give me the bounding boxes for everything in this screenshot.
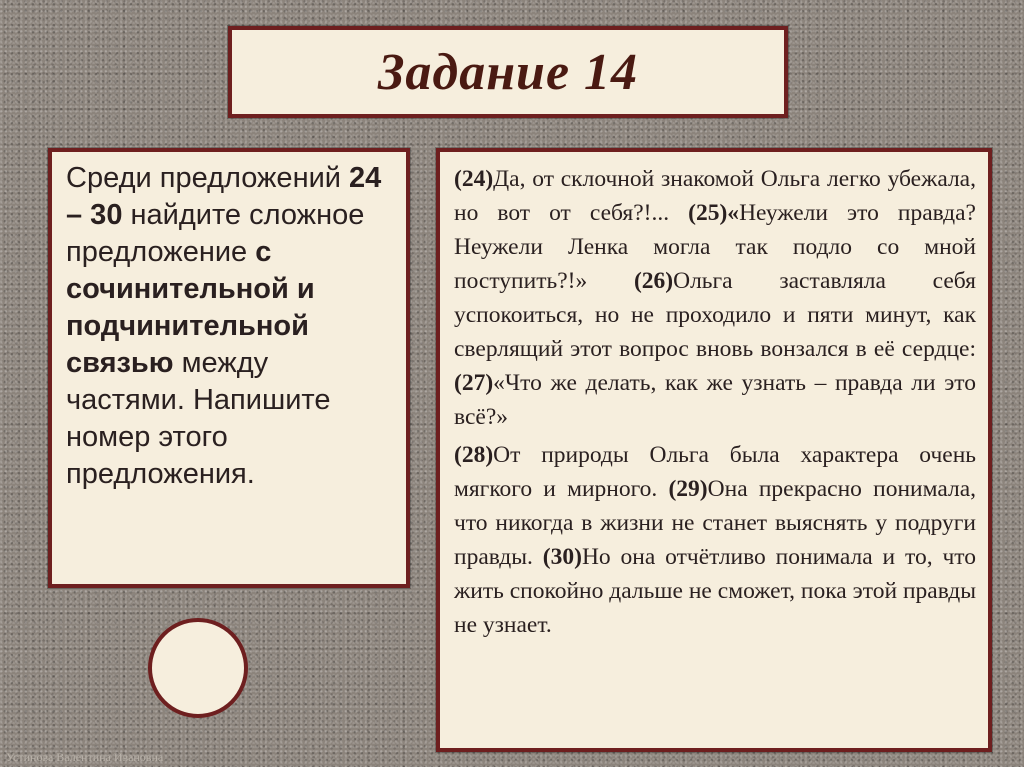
sentence-30: Но она отчётливо понимала и то, что жить спокойно дальше не сможет, пока этой правды не узнает. bbox=[454, 544, 976, 638]
task-range: 24 – 30 bbox=[66, 162, 382, 231]
slide-title: Задание 14 bbox=[377, 43, 639, 101]
sentence-number-24: (24) bbox=[454, 166, 494, 192]
decorative-circle bbox=[148, 618, 248, 718]
task-part-1: Среди предложений bbox=[66, 162, 350, 194]
task-emphasis: с сочинительной и подчинительной связью bbox=[66, 236, 315, 379]
sentence-number-29: (29) bbox=[668, 476, 708, 502]
sentence-29: Она прекрасно понимала, что никогда в жизни не станет выяснять у подруги правды. bbox=[454, 476, 976, 570]
sentence-number-25: (25)« bbox=[688, 200, 740, 226]
sentence-number-27: (27) bbox=[454, 370, 494, 396]
title-box bbox=[228, 26, 788, 118]
sentence-28: От природы Ольга была характера очень мягкого и мирного. bbox=[454, 442, 976, 502]
sentence-number-30: (30) bbox=[542, 544, 582, 570]
sentence-number-28: (28) bbox=[454, 442, 494, 468]
author-credit: Устинова Валентина Ивановна bbox=[6, 750, 164, 764]
task-text bbox=[66, 160, 392, 493]
sentence-number-26: (26) bbox=[633, 268, 674, 294]
text-paragraph-1 bbox=[454, 162, 976, 434]
text-box bbox=[436, 148, 992, 752]
task-part-5: между частями. Напишите номер этого предложения. bbox=[66, 347, 331, 490]
task-box bbox=[48, 148, 410, 588]
sentence-24: Да, от склочной знакомой Ольга легко убежала, но вот от себя?!... bbox=[454, 166, 976, 226]
sentence-26: Ольга заставляла себя успокоиться, но не проходило и пяти минут, как сверлящий этот вопрос вновь вонзался в её сердце: bbox=[454, 268, 976, 362]
sentence-27: «Что же делать, как же узнать – правда ли это всё?» bbox=[454, 370, 976, 430]
task-part-3: найдите сложное предложение bbox=[66, 199, 365, 268]
text-paragraph-2 bbox=[454, 438, 976, 642]
sentence-25: Неужели это правда? Неужели Ленка могла так подло со мной поступить?!» bbox=[454, 200, 976, 294]
